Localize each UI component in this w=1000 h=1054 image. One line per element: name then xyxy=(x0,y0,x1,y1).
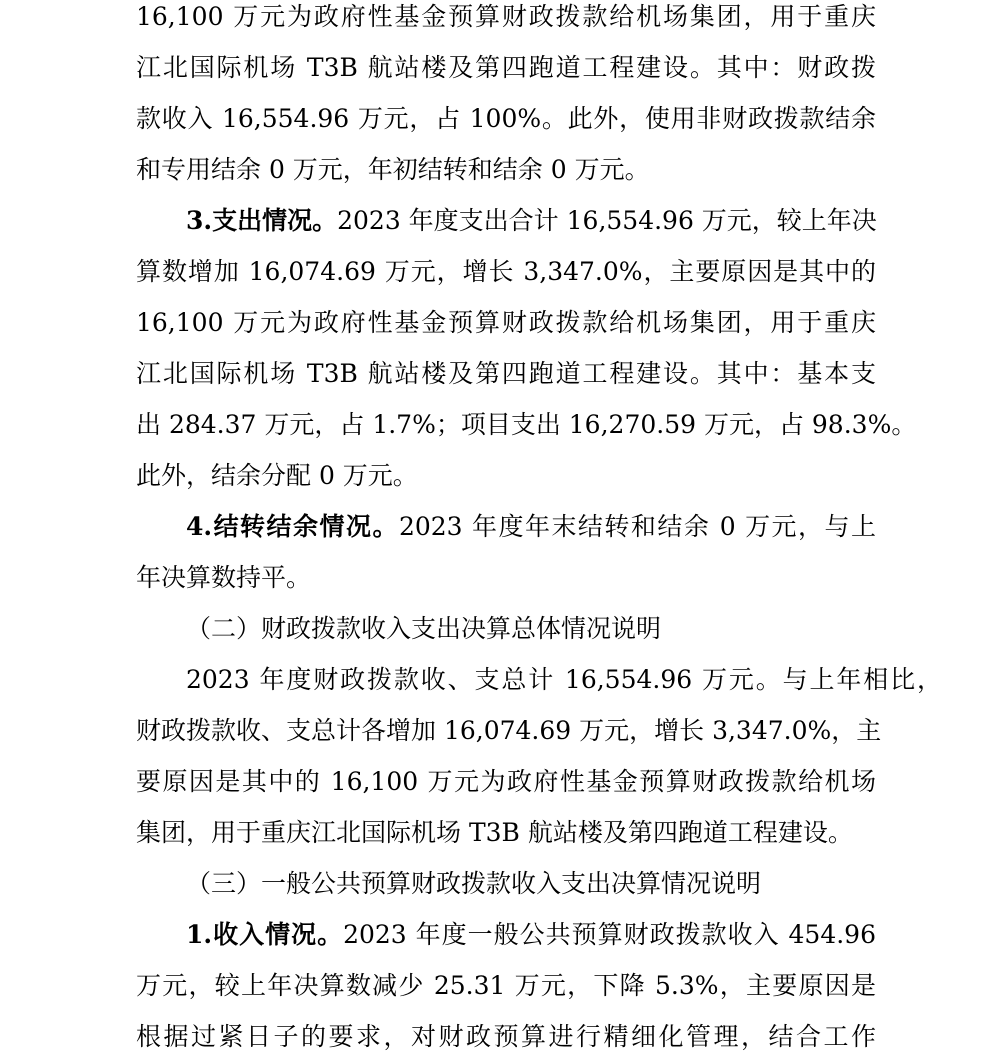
paragraph-line: 16,100 万元为政府性基金预算财政拨款给机场集团，用于重庆 xyxy=(136,308,876,337)
paragraph-line: 此外，结余分配 0 万元。 xyxy=(136,461,418,490)
paragraph-line: 江北国际机场 T3B 航站楼及第四跑道工程建设。其中：财政拨 xyxy=(136,53,876,82)
paragraph-line: 16,100 万元为政府性基金预算财政拨款给机场集团，用于重庆 xyxy=(136,2,876,31)
paragraph-line xyxy=(186,918,876,952)
paragraph-line: 和专用结余 0 万元，年初结转和结余 0 万元。 xyxy=(136,155,650,184)
paragraph-line: 出 284.37 万元，占 1.7%；项目支出 16,270.59 万元，占 98.3%。 xyxy=(136,410,917,439)
paragraph-line: 2023 年度财政拨款收、支总计 16,554.96 万元。与上年相比， xyxy=(186,665,942,694)
paragraph-text: 2023 年度年末结转和结余 0 万元，与上 xyxy=(398,512,877,541)
paragraph-line: 集团，用于重庆江北国际机场 T3B 航站楼及第四跑道工程建设。 xyxy=(136,818,853,847)
section-label-expenditure: 3.支出情况。 xyxy=(186,206,338,235)
paragraph-line: 根据过紧日子的要求，对财政预算进行精细化管理，结合工作 xyxy=(136,1022,876,1051)
paragraph-line: 款收入 16,554.96 万元，占 100%。此外，使用非财政拨款结余 xyxy=(136,104,876,133)
section-label-carryover: 4.结转结余情况。 xyxy=(186,512,399,541)
section-heading-2: （二）财政拨款收入支出决算总体情况说明 xyxy=(186,614,662,643)
paragraph-text: 2023 年度一般公共预算财政拨款收入 454.96 xyxy=(343,920,876,949)
paragraph-line: 财政拨款收、支总计各增加 16,074.69 万元，增长 3,347.0%，主 xyxy=(136,716,882,745)
paragraph-line: 算数增加 16,074.69 万元，增长 3,347.0%，主要原因是其中的 xyxy=(136,257,876,286)
paragraph-line: 万元，较上年决算数减少 25.31 万元，下降 5.3%，主要原因是 xyxy=(136,971,876,1000)
paragraph-line: 年决算数持平。 xyxy=(136,563,312,592)
paragraph-line: 要原因是其中的 16,100 万元为政府性基金预算财政拨款给机场 xyxy=(136,767,876,796)
paragraph-line xyxy=(186,510,876,544)
paragraph-line xyxy=(186,204,876,238)
section-label-income: 1.收入情况。 xyxy=(186,920,344,949)
section-heading-3: （三）一般公共预算财政拨款收入支出决算情况说明 xyxy=(186,869,762,898)
paragraph-line: 江北国际机场 T3B 航站楼及第四跑道工程建设。其中：基本支 xyxy=(136,359,876,388)
paragraph-text: 2023 年度支出合计 16,554.96 万元，较上年决 xyxy=(337,206,877,235)
